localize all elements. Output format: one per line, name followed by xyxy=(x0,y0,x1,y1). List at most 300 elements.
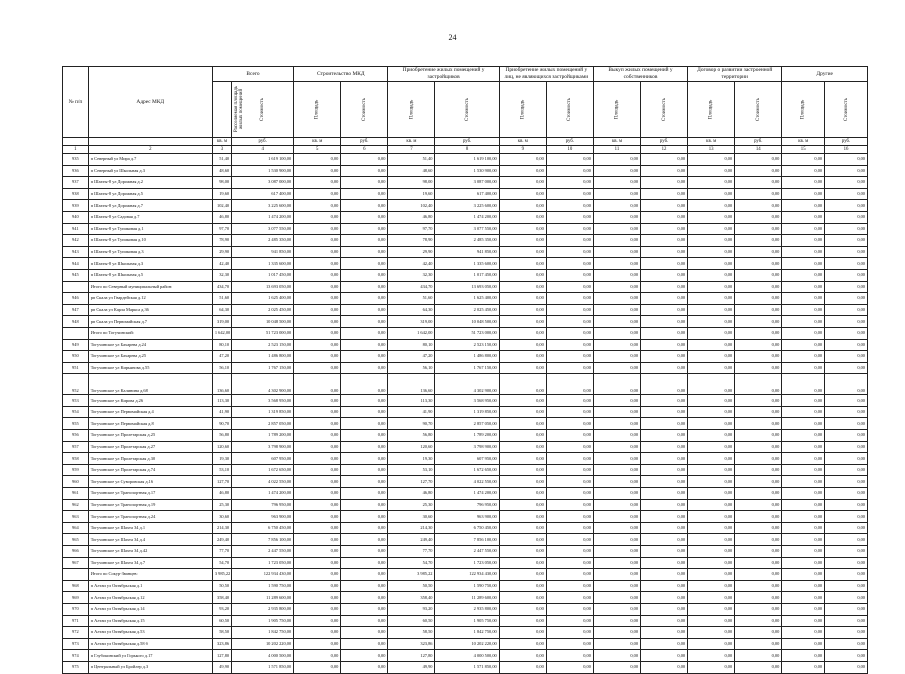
row-value: 0,00 xyxy=(499,235,546,247)
row-value: 0,00 xyxy=(546,395,593,407)
row-value: 0,00 xyxy=(499,258,546,270)
row-number: 940 xyxy=(63,211,89,223)
row-value: 0,00 xyxy=(593,223,640,235)
row-value: 77,70 xyxy=(212,546,231,558)
row-value: 0,00 xyxy=(294,464,341,476)
row-value: 0,00 xyxy=(641,661,688,673)
row-value: 0,00 xyxy=(499,165,546,177)
row-value: 0,00 xyxy=(641,476,688,488)
row-value: 54,70 xyxy=(388,557,435,569)
row-value: 0,00 xyxy=(341,557,388,569)
table-row xyxy=(63,200,868,212)
row-value: 0,00 xyxy=(294,511,341,523)
row-value: 0,00 xyxy=(688,211,735,223)
row-value: 0,00 xyxy=(294,327,341,339)
row-value: 1 474 200,00 xyxy=(232,488,294,500)
row-value: 0,00 xyxy=(735,316,782,328)
row-value: 4 302 900,00 xyxy=(435,374,499,395)
row-address: Тогучинское ул Пролетарская д.30 xyxy=(88,453,212,465)
table-row xyxy=(63,638,868,650)
row-value: 2 025 450,00 xyxy=(435,304,499,316)
row-number: 970 xyxy=(63,603,89,615)
table-row xyxy=(63,650,868,662)
row-value: 11 289 600,00 xyxy=(435,592,499,604)
table-row xyxy=(63,464,868,476)
row-value: 0,00 xyxy=(593,557,640,569)
row-value: 0,00 xyxy=(825,603,868,615)
row-value: 0,00 xyxy=(825,269,868,281)
row-value: 0,00 xyxy=(546,488,593,500)
row-value: 0,00 xyxy=(688,269,735,281)
units-spacer xyxy=(88,138,212,146)
row-number: 936 xyxy=(63,165,89,177)
row-address: рп Скала ул Гвардейская д.12 xyxy=(88,293,212,305)
row-value: 0,00 xyxy=(593,258,640,270)
row-value: 0,00 xyxy=(688,603,735,615)
row-value: 0,00 xyxy=(641,627,688,639)
header-sub-14 xyxy=(825,82,868,138)
row-address: п Алтаи ул Октябрьская д.12 xyxy=(88,592,212,604)
row-value: 0,00 xyxy=(341,351,388,363)
row-number: 935 xyxy=(63,154,89,166)
row-address: Тогучинское ул Первомайская д.8 xyxy=(88,418,212,430)
row-value: 1 723 050,00 xyxy=(232,557,294,569)
row-value: 0,00 xyxy=(688,339,735,351)
row-value: 0,00 xyxy=(341,339,388,351)
row-value: 0,00 xyxy=(688,281,735,293)
row-value: 0,00 xyxy=(825,406,868,418)
row-address: Тогучинское ул Пролетарская д.74 xyxy=(88,464,212,476)
row-value: 0,00 xyxy=(593,406,640,418)
header-column-numbers xyxy=(63,146,868,154)
row-value: 0,00 xyxy=(499,177,546,189)
row-value: 0,00 xyxy=(499,339,546,351)
row-value: 0,00 xyxy=(688,661,735,673)
table-row xyxy=(63,522,868,534)
row-value: 0,00 xyxy=(499,580,546,592)
row-number: 939 xyxy=(63,200,89,212)
row-value: 0,00 xyxy=(499,304,546,316)
row-address: Тогучинское ул Бахарева д.24 xyxy=(88,339,212,351)
row-value: 0,00 xyxy=(825,177,868,189)
row-value: 0,00 xyxy=(341,154,388,166)
row-value: 0,00 xyxy=(641,223,688,235)
row-value: 0,00 xyxy=(546,327,593,339)
row-value: 98,00 xyxy=(212,177,231,189)
row-address: п Шахты-8 ул Садовая д.7 xyxy=(88,211,212,223)
row-value: 0,00 xyxy=(499,569,546,581)
row-value: 0,00 xyxy=(499,154,546,166)
row-value: 0,00 xyxy=(341,464,388,476)
row-number xyxy=(63,327,89,339)
row-value: 93,20 xyxy=(212,603,231,615)
table-row xyxy=(63,395,868,407)
row-value: 0,00 xyxy=(546,154,593,166)
row-value: 0,00 xyxy=(593,374,640,395)
table-row xyxy=(63,511,868,523)
row-value: 0,00 xyxy=(735,580,782,592)
header-unit: кв. м xyxy=(388,138,435,146)
row-value: 0,00 xyxy=(499,522,546,534)
row-value: 0,00 xyxy=(546,200,593,212)
row-value: 0,00 xyxy=(688,499,735,511)
row-value: 0,00 xyxy=(688,395,735,407)
row-value: 0,00 xyxy=(688,441,735,453)
row-value: 0,00 xyxy=(341,511,388,523)
row-value: 0,00 xyxy=(825,464,868,476)
header-column-number: 15 xyxy=(782,146,825,154)
row-value: 0,00 xyxy=(782,177,825,189)
row-value: 0,00 xyxy=(688,580,735,592)
row-value: 0,00 xyxy=(499,534,546,546)
row-value: 3 225 600,00 xyxy=(232,200,294,212)
row-value: 0,00 xyxy=(341,235,388,247)
table-row xyxy=(63,177,868,189)
row-value: 0,00 xyxy=(593,441,640,453)
row-value: 0,00 xyxy=(641,235,688,247)
row-value: 0,00 xyxy=(735,165,782,177)
header-sub-6 xyxy=(435,82,499,138)
row-value: 796 950,00 xyxy=(435,499,499,511)
header-sub-label: Площадь xyxy=(408,99,414,120)
housing-table-wrapper xyxy=(62,66,868,674)
header-sub-label: Расселяемая площадь жилых помещений xyxy=(233,85,244,133)
row-value: 0,00 xyxy=(341,592,388,604)
row-value: 0,00 xyxy=(294,200,341,212)
row-value: 0,00 xyxy=(782,499,825,511)
row-value: 0,00 xyxy=(782,511,825,523)
header-column-number: 10 xyxy=(546,146,593,154)
row-value: 48,60 xyxy=(388,165,435,177)
row-number: 948 xyxy=(63,316,89,328)
row-number: 957 xyxy=(63,441,89,453)
table-row xyxy=(63,453,868,465)
row-value: 0,00 xyxy=(294,188,341,200)
row-value: 0,00 xyxy=(341,488,388,500)
table-row xyxy=(63,269,868,281)
row-value: 434,70 xyxy=(388,281,435,293)
row-value: 46,80 xyxy=(212,488,231,500)
row-value: 7 856 100,00 xyxy=(232,534,294,546)
row-value: 0,00 xyxy=(825,223,868,235)
row-value: 0,00 xyxy=(341,177,388,189)
row-value: 80,10 xyxy=(388,339,435,351)
row-value: 0,00 xyxy=(825,374,868,395)
row-value: 0,00 xyxy=(294,603,341,615)
row-value: 0,00 xyxy=(546,615,593,627)
row-value: 10 048 500,00 xyxy=(232,316,294,328)
table-row xyxy=(63,441,868,453)
row-value: 2 857 050,00 xyxy=(232,418,294,430)
row-value: 3 225 600,00 xyxy=(435,200,499,212)
row-value: 3 985,22 xyxy=(388,569,435,581)
row-value: 0,00 xyxy=(782,200,825,212)
row-value: 0,00 xyxy=(735,395,782,407)
row-value: 0,00 xyxy=(546,374,593,395)
row-value: 0,00 xyxy=(782,281,825,293)
header-no: № п/п xyxy=(63,67,89,138)
row-value: 0,00 xyxy=(825,200,868,212)
row-value: 0,00 xyxy=(782,362,825,374)
row-value: 0,00 xyxy=(593,235,640,247)
row-value: 0,00 xyxy=(688,304,735,316)
row-number: 975 xyxy=(63,661,89,673)
row-value: 4 302 900,00 xyxy=(232,374,294,395)
row-value: 0,00 xyxy=(735,235,782,247)
header-group-construction: Строительство МКД xyxy=(294,67,388,82)
row-value: 0,00 xyxy=(499,511,546,523)
table-row xyxy=(63,223,868,235)
row-value: 0,00 xyxy=(294,522,341,534)
row-address: п Алтаи ул Октябрьская д.15 xyxy=(88,615,212,627)
row-value: 0,00 xyxy=(499,499,546,511)
row-value: 0,00 xyxy=(593,395,640,407)
row-value: 1 335 600,00 xyxy=(435,258,499,270)
row-value: 1 642,00 xyxy=(212,327,231,339)
header-group-total: Всего xyxy=(212,67,293,82)
row-value: 0,00 xyxy=(688,511,735,523)
row-value: 0,00 xyxy=(641,650,688,662)
row-value: 1 335 600,00 xyxy=(232,258,294,270)
row-number: 941 xyxy=(63,223,89,235)
row-number: 958 xyxy=(63,453,89,465)
row-value: 0,00 xyxy=(641,246,688,258)
row-value: 0,00 xyxy=(782,464,825,476)
row-value: 0,00 xyxy=(735,603,782,615)
row-value: 0,00 xyxy=(341,395,388,407)
row-value: 963 900,00 xyxy=(435,511,499,523)
row-value: 0,00 xyxy=(499,661,546,673)
row-value: 113,30 xyxy=(388,395,435,407)
row-value: 0,00 xyxy=(341,661,388,673)
row-number: 946 xyxy=(63,293,89,305)
header-sub-label: Стоимость xyxy=(843,97,849,122)
header-column-number: 6 xyxy=(341,146,388,154)
row-value: 0,00 xyxy=(294,499,341,511)
row-value: 0,00 xyxy=(546,464,593,476)
row-value: 0,00 xyxy=(294,488,341,500)
header-sub-label: Стоимость xyxy=(661,97,667,122)
table-row xyxy=(63,154,868,166)
row-value: 0,00 xyxy=(546,246,593,258)
row-value: 56,80 xyxy=(212,430,231,442)
row-number: 968 xyxy=(63,580,89,592)
row-value: 0,00 xyxy=(825,441,868,453)
total-label: Итого по Сокур-Званцев: xyxy=(88,569,212,581)
row-value: 97,70 xyxy=(212,223,231,235)
row-value: 0,00 xyxy=(593,476,640,488)
row-value: 249,40 xyxy=(212,534,231,546)
row-value: 0,00 xyxy=(341,615,388,627)
header-sub-label: Площадь xyxy=(314,99,320,120)
row-value: 0,00 xyxy=(641,316,688,328)
row-address: п Северный ул Школьная д.3 xyxy=(88,165,212,177)
header-unit: руб. xyxy=(341,138,388,146)
row-value: 0,00 xyxy=(825,395,868,407)
row-value: 0,00 xyxy=(735,661,782,673)
row-value: 0,00 xyxy=(546,293,593,305)
table-row xyxy=(63,188,868,200)
row-value: 13 693 050,00 xyxy=(232,281,294,293)
row-value: 0,00 xyxy=(593,534,640,546)
row-value: 11 289 600,00 xyxy=(232,592,294,604)
row-value: 120,60 xyxy=(388,441,435,453)
header-sub-1 xyxy=(212,82,244,138)
row-value: 0,00 xyxy=(499,246,546,258)
row-value: 0,00 xyxy=(341,293,388,305)
row-address: п Шахты-8 ул Тупиковая д.10 xyxy=(88,235,212,247)
row-value: 54,70 xyxy=(212,557,231,569)
row-value: 0,00 xyxy=(735,418,782,430)
total-label: Итого по Тогучинский: xyxy=(88,327,212,339)
row-value: 0,00 xyxy=(294,223,341,235)
header-column-number: 12 xyxy=(641,146,688,154)
row-value: 0,00 xyxy=(546,418,593,430)
row-value: 127,70 xyxy=(212,476,231,488)
row-value: 1 842 750,00 xyxy=(435,627,499,639)
row-value: 0,00 xyxy=(825,281,868,293)
row-value: 4 022 550,00 xyxy=(435,476,499,488)
row-value: 607 950,00 xyxy=(435,453,499,465)
row-value: 0,00 xyxy=(546,661,593,673)
row-value: 0,00 xyxy=(294,627,341,639)
row-value: 3 798 900,00 xyxy=(232,441,294,453)
row-value: 2 935 800,00 xyxy=(435,603,499,615)
row-value: 0,00 xyxy=(499,488,546,500)
row-value: 0,00 xyxy=(735,522,782,534)
header-sub-9 xyxy=(593,82,640,138)
row-value: 0,00 xyxy=(546,406,593,418)
table-row xyxy=(63,362,868,374)
row-value: 0,00 xyxy=(593,154,640,166)
row-value: 0,00 xyxy=(688,569,735,581)
row-value: 0,00 xyxy=(499,615,546,627)
row-value: 0,00 xyxy=(641,293,688,305)
row-value: 0,00 xyxy=(641,638,688,650)
row-value: 0,00 xyxy=(782,546,825,558)
row-number: 938 xyxy=(63,188,89,200)
row-value: 1 571 850,00 xyxy=(232,661,294,673)
header-units xyxy=(63,138,868,146)
table-total-row xyxy=(63,281,868,293)
row-value: 29,90 xyxy=(388,246,435,258)
row-value: 0,00 xyxy=(593,293,640,305)
row-value: 0,00 xyxy=(825,246,868,258)
row-value: 0,00 xyxy=(688,615,735,627)
row-value: 4 000 500,00 xyxy=(232,650,294,662)
header-group-other: Другие xyxy=(782,67,868,82)
row-value: 0,00 xyxy=(782,453,825,465)
row-value: 0,00 xyxy=(546,534,593,546)
row-value: 2 485 350,00 xyxy=(435,235,499,247)
row-value: 51,60 xyxy=(212,293,231,305)
row-value: 0,00 xyxy=(782,235,825,247)
row-value: 90,70 xyxy=(388,418,435,430)
row-value: 0,00 xyxy=(641,569,688,581)
header-unit: кв. м xyxy=(782,138,825,146)
row-value: 2 935 800,00 xyxy=(232,603,294,615)
table-row xyxy=(63,546,868,558)
row-value: 51,40 xyxy=(212,154,231,166)
row-value: 3 985,22 xyxy=(212,569,231,581)
row-value: 0,00 xyxy=(546,522,593,534)
row-value: 10 048 500,00 xyxy=(435,316,499,328)
row-value: 0,00 xyxy=(593,627,640,639)
row-value: 102,40 xyxy=(212,200,231,212)
row-value: 1 474 200,00 xyxy=(435,488,499,500)
header-sub-13 xyxy=(782,82,825,138)
row-value: 0,00 xyxy=(341,546,388,558)
row-value: 0,00 xyxy=(341,418,388,430)
row-value: 0,00 xyxy=(641,441,688,453)
row-value: 0,00 xyxy=(294,339,341,351)
header-sub-label: Площадь xyxy=(708,99,714,120)
row-value: 319,00 xyxy=(388,316,435,328)
row-value: 0,00 xyxy=(341,188,388,200)
row-value: 617 400,00 xyxy=(435,188,499,200)
row-value: 0,00 xyxy=(593,211,640,223)
row-value: 32,30 xyxy=(212,269,231,281)
header-sub-label: Площадь xyxy=(520,99,526,120)
row-value: 0,00 xyxy=(735,339,782,351)
row-value: 0,00 xyxy=(499,638,546,650)
row-value: 0,00 xyxy=(825,211,868,223)
row-value: 796 950,00 xyxy=(232,499,294,511)
row-value: 249,40 xyxy=(388,534,435,546)
row-value: 1 619 100,00 xyxy=(435,154,499,166)
row-value: 0,00 xyxy=(641,592,688,604)
row-address: Тогучинское ул Кирова д.26 xyxy=(88,395,212,407)
row-value: 0,00 xyxy=(688,464,735,476)
header-unit: руб. xyxy=(641,138,688,146)
row-value: 0,00 xyxy=(593,580,640,592)
row-value: 0,00 xyxy=(593,418,640,430)
row-value: 0,00 xyxy=(341,430,388,442)
row-value: 1 017 450,00 xyxy=(435,269,499,281)
header-unit: кв. м xyxy=(593,138,640,146)
row-value: 1 642,00 xyxy=(388,327,435,339)
table-row xyxy=(63,615,868,627)
row-value: 113,30 xyxy=(212,395,231,407)
row-value: 0,00 xyxy=(593,430,640,442)
row-value: 0,00 xyxy=(782,246,825,258)
table-row xyxy=(63,339,868,351)
row-value: 0,00 xyxy=(546,546,593,558)
row-value: 0,00 xyxy=(641,165,688,177)
row-value: 0,00 xyxy=(688,374,735,395)
row-value: 0,00 xyxy=(341,200,388,212)
row-address: п Глубокинский ул Горького д.17 xyxy=(88,650,212,662)
header-sub-4 xyxy=(341,82,388,138)
row-value: 1 842 750,00 xyxy=(232,627,294,639)
row-value: 1 672 650,00 xyxy=(435,464,499,476)
row-value: 0,00 xyxy=(735,154,782,166)
row-value: 3 568 950,00 xyxy=(232,395,294,407)
row-value: 0,00 xyxy=(546,511,593,523)
row-value: 1 672 650,00 xyxy=(232,464,294,476)
row-value: 0,00 xyxy=(825,499,868,511)
row-value: 0,00 xyxy=(294,269,341,281)
row-value: 0,00 xyxy=(641,188,688,200)
row-value: 1 905 750,00 xyxy=(232,615,294,627)
row-value: 0,00 xyxy=(825,235,868,247)
row-value: 0,00 xyxy=(641,430,688,442)
row-value: 0,00 xyxy=(341,269,388,281)
row-value: 120,60 xyxy=(212,441,231,453)
row-value: 0,00 xyxy=(825,661,868,673)
header-sub-8 xyxy=(546,82,593,138)
row-value: 6 750 450,00 xyxy=(435,522,499,534)
